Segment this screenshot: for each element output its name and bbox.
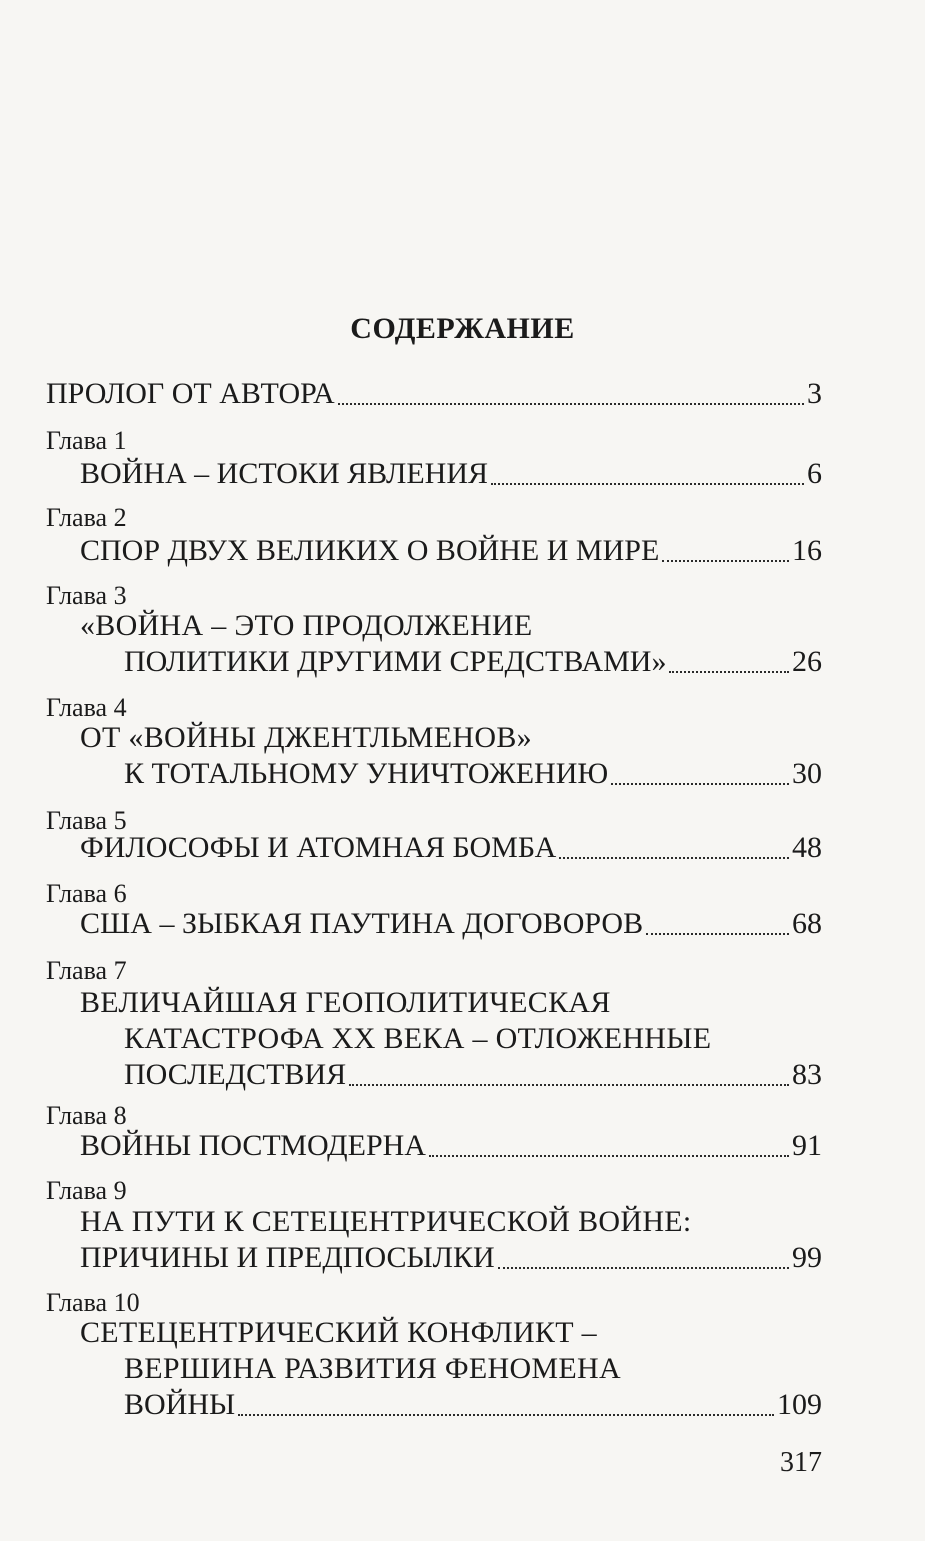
dot-leader bbox=[491, 482, 804, 485]
dot-leader bbox=[669, 670, 789, 673]
entry-title-text: КАТАСТРОФА ХХ ВЕКА – ОТЛОЖЕННЫЕ bbox=[124, 1022, 712, 1055]
toc-line-with-page bbox=[124, 1057, 822, 1093]
entry-page-number: 6 bbox=[807, 457, 822, 490]
entry-page-number: 30 bbox=[792, 757, 822, 790]
entry-title-text: ПОСЛЕДСТВИЯ bbox=[124, 1058, 347, 1091]
entry-page-number: 3 bbox=[807, 377, 822, 410]
chapter-label: Глава 3 bbox=[46, 581, 127, 610]
entry-title-text: ПОЛИТИКИ ДРУГИМИ СРЕДСТВАМИ» bbox=[124, 645, 667, 678]
entry-title-text: СЕТЕЦЕНТРИЧЕСКИЙ КОНФЛИКТ – bbox=[80, 1316, 597, 1349]
entry-title-text: ФИЛОСОФЫ И АТОМНАЯ БОМБА bbox=[80, 831, 557, 864]
entry-title-text: К ТОТАЛЬНОМУ УНИЧТОЖЕНИЮ bbox=[124, 757, 609, 790]
entry-page-number: 26 bbox=[792, 645, 822, 678]
dot-leader bbox=[338, 402, 804, 405]
page-title: СОДЕРЖАНИЕ bbox=[350, 312, 575, 345]
entry-title-text: ВЕРШИНА РАЗВИТИЯ ФЕНОМЕНА bbox=[124, 1352, 621, 1385]
toc-line-with-page bbox=[124, 1387, 822, 1423]
toc-line-with-page bbox=[80, 533, 822, 569]
entry-page-number: 99 bbox=[792, 1241, 822, 1274]
toc-line-with-page bbox=[124, 644, 822, 680]
chapter-label: Глава 1 bbox=[46, 426, 127, 455]
dot-leader bbox=[611, 782, 789, 785]
chapter-label: Глава 9 bbox=[46, 1176, 127, 1205]
toc-line-with-page bbox=[80, 1128, 822, 1164]
toc-line-with-page bbox=[80, 830, 822, 866]
entry-page-number: 91 bbox=[792, 1129, 822, 1162]
dot-leader bbox=[349, 1083, 789, 1086]
entry-title-text: США – ЗЫБКАЯ ПАУТИНА ДОГОВОРОВ bbox=[80, 907, 644, 940]
entry-title-text: НА ПУТИ К СЕТЕЦЕНТРИЧЕСКОЙ ВОЙНЕ: bbox=[80, 1205, 692, 1238]
dot-leader bbox=[429, 1154, 789, 1157]
chapter-label: Глава 4 bbox=[46, 693, 127, 722]
entry-title-text: ВЕЛИЧАЙШАЯ ГЕОПОЛИТИЧЕСКАЯ bbox=[80, 986, 611, 1019]
toc-line-with-page bbox=[124, 756, 822, 792]
toc-line-with-page bbox=[80, 906, 822, 942]
entry-title-text: ВОЙНЫ ПОСТМОДЕРНА bbox=[80, 1129, 426, 1162]
chapter-label: Глава 2 bbox=[46, 503, 127, 532]
dot-leader bbox=[238, 1413, 774, 1416]
chapter-label: Глава 7 bbox=[46, 956, 127, 985]
entry-page-number: 16 bbox=[792, 534, 822, 567]
entry-title-text: ВОЙНЫ bbox=[124, 1388, 236, 1421]
toc-line-with-page bbox=[80, 1240, 822, 1276]
chapter-label: Глава 5 bbox=[46, 806, 127, 835]
chapter-label: Глава 8 bbox=[46, 1101, 127, 1130]
entry-title-text: ПРИЧИНЫ И ПРЕДПОСЫЛКИ bbox=[80, 1241, 495, 1274]
chapter-label: Глава 6 bbox=[46, 879, 127, 908]
dot-leader bbox=[646, 932, 789, 935]
entry-page-number: 48 bbox=[792, 831, 822, 864]
entry-title-text: ОТ «ВОЙНЫ ДЖЕНТЛЬМЕНОВ» bbox=[80, 721, 532, 754]
toc-line-with-page bbox=[80, 456, 822, 492]
chapter-label: Глава 10 bbox=[46, 1288, 140, 1317]
entry-page-number: 68 bbox=[792, 907, 822, 940]
dot-leader bbox=[498, 1266, 789, 1269]
entry-page-number: 83 bbox=[792, 1058, 822, 1091]
entry-title-text: СПОР ДВУХ ВЕЛИКИХ О ВОЙНЕ И МИРЕ bbox=[80, 534, 660, 567]
entry-title-text: ВОЙНА – ИСТОКИ ЯВЛЕНИЯ bbox=[80, 457, 489, 490]
page-number: 317 bbox=[780, 1447, 822, 1478]
dot-leader bbox=[662, 559, 789, 562]
toc-line-with-page bbox=[46, 376, 822, 412]
entry-title-text: «ВОЙНА – ЭТО ПРОДОЛЖЕНИЕ bbox=[80, 609, 533, 642]
dot-leader bbox=[559, 856, 789, 859]
entry-page-number: 109 bbox=[777, 1388, 822, 1421]
entry-title-text: ПРОЛОГ ОТ АВТОРА bbox=[46, 377, 335, 410]
